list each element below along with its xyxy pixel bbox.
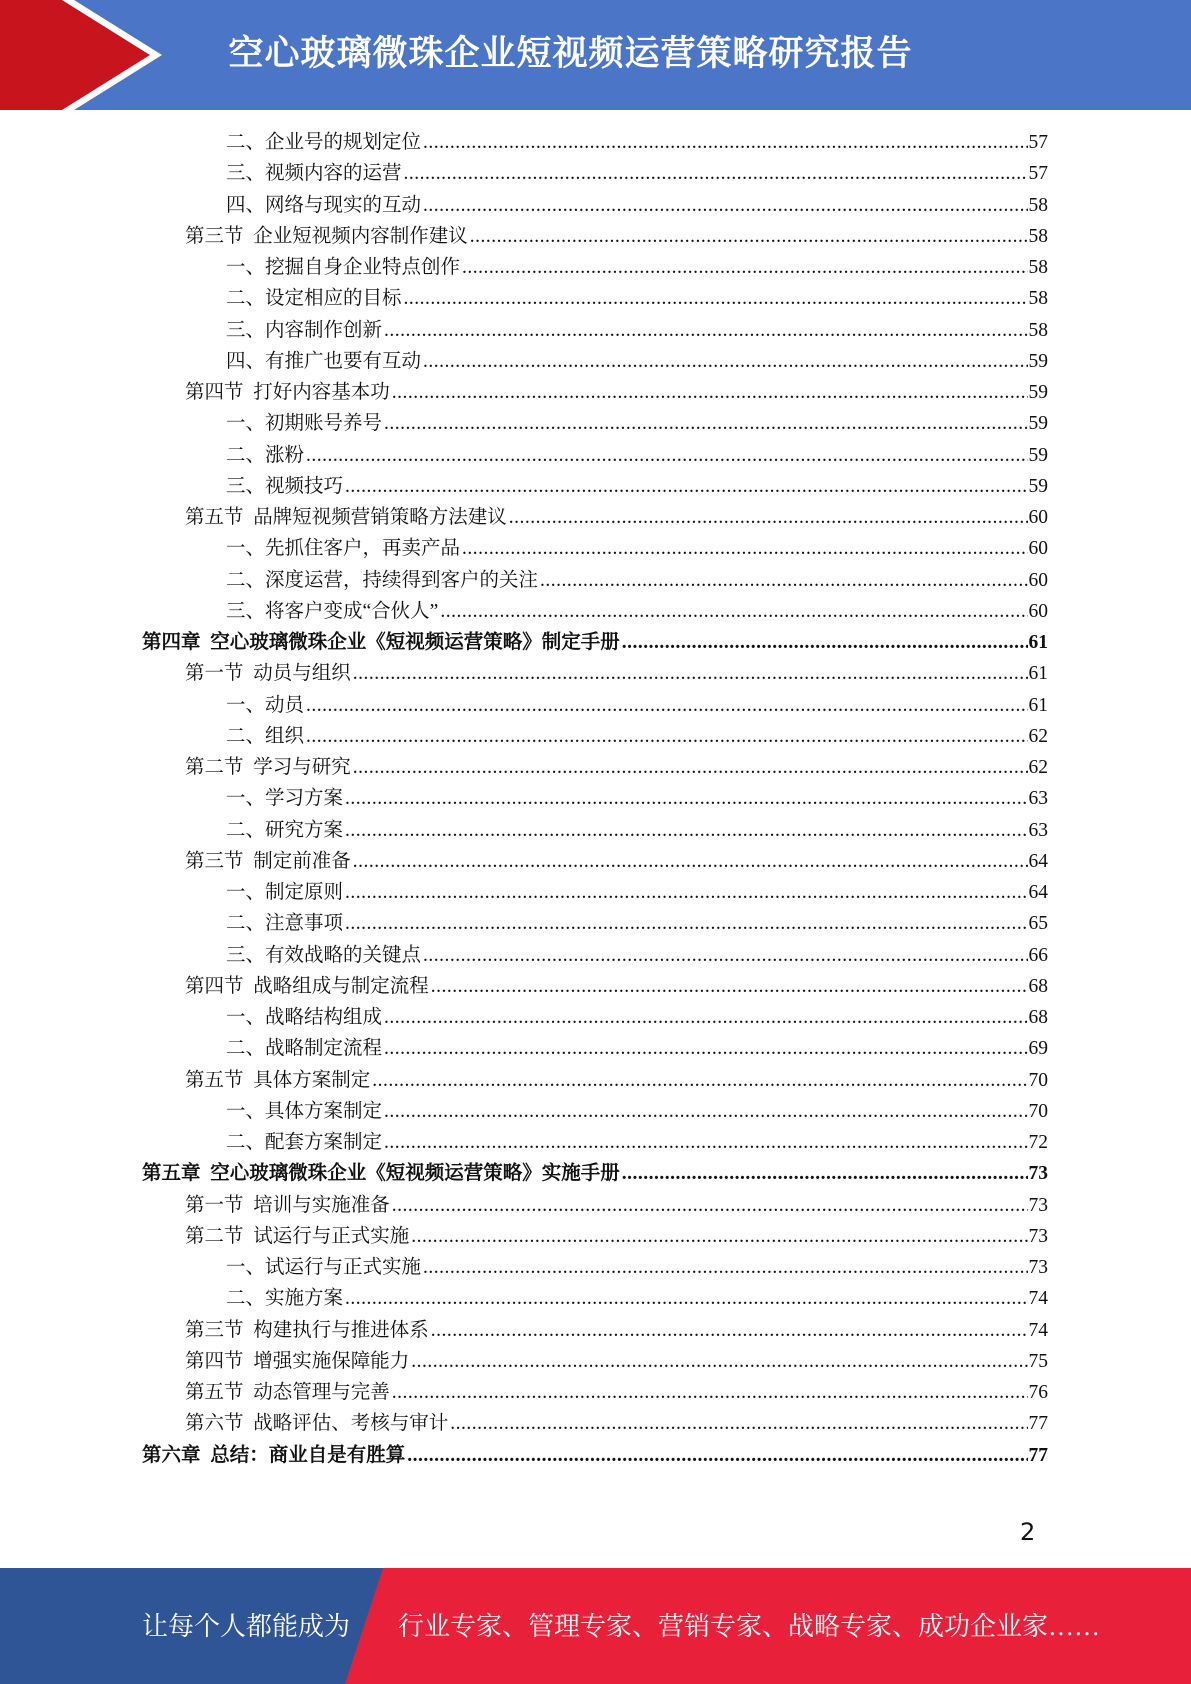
footer-slogan-right: 行业专家、管理专家、营销专家、战略专家、成功企业家……: [398, 1612, 1101, 1641]
toc-dot-leader: [509, 502, 1028, 533]
toc-entry-title: 第一节 动员与组织: [185, 663, 351, 685]
toc-dot-leader: [345, 1283, 1027, 1314]
toc-entry-section[interactable]: [0, 846, 1048, 877]
toc-entry-item[interactable]: [0, 471, 1048, 502]
toc-entry-page: 76: [1028, 1382, 1048, 1403]
toc-dot-leader: [407, 1440, 1027, 1471]
toc-entry-section[interactable]: [0, 1065, 1048, 1096]
toc-entry-section[interactable]: [0, 752, 1048, 783]
toc-entry-page: 59: [1028, 382, 1048, 403]
toc-entry-title: 二、实施方案: [226, 1288, 344, 1310]
toc-entry-title: 第四章 空心玻璃微珠企业《短视频运营策略》制定手册: [142, 632, 620, 653]
toc-entry-page: 77: [1028, 1444, 1048, 1466]
toc-entry-item[interactable]: [0, 1127, 1048, 1158]
toc-dot-leader: [384, 1096, 1027, 1127]
toc-entry-page: 72: [1028, 1132, 1048, 1153]
toc-dot-leader: [622, 1158, 1028, 1189]
toc-entry-item[interactable]: [0, 783, 1048, 814]
toc-dot-leader: [392, 1377, 1028, 1408]
toc-dot-leader: [423, 1252, 1027, 1283]
document-title: 空心玻璃微珠企业短视频运营策略研究报告: [228, 34, 913, 74]
toc-entry-page: 59: [1028, 350, 1048, 372]
toc-entry-section[interactable]: [0, 658, 1048, 689]
toc-entry-page: 77: [1028, 1413, 1048, 1435]
toc-dot-leader: [384, 1033, 1027, 1064]
toc-entry-title: 三、有效战略的关键点: [226, 944, 422, 966]
toc-dot-leader: [392, 1190, 1028, 1221]
toc-dot-leader: [353, 658, 1028, 689]
toc-entry-title: 一、动员: [226, 694, 305, 716]
toc-entry-title: 一、初期账号养号: [226, 413, 383, 435]
toc-dot-leader: [423, 346, 1027, 377]
toc-dot-leader: [404, 158, 1028, 189]
toc-dot-leader: [462, 252, 1027, 283]
toc-entry-page: 60: [1028, 507, 1048, 528]
toc-entry-item[interactable]: [0, 127, 1048, 158]
toc-entry-page: 58: [1028, 319, 1048, 341]
toc-entry-page: 74: [1028, 1288, 1048, 1310]
toc-entry-title: 一、先抓住客户，再卖产品: [226, 538, 461, 560]
toc-dot-leader: [306, 440, 1027, 471]
toc-entry-chapter[interactable]: [0, 627, 1048, 658]
toc-entry-title: 二、配套方案制定: [226, 1132, 383, 1153]
toc-dot-leader: [431, 971, 1028, 1002]
toc-entry-title: 二、深度运营，持续得到客户的关注: [226, 569, 539, 591]
toc-entry-title: 二、企业号的规划定位: [226, 132, 422, 153]
toc-entry-item[interactable]: [0, 190, 1048, 221]
toc-dot-leader: [306, 721, 1027, 752]
toc-entry-item[interactable]: [0, 1283, 1048, 1314]
toc-dot-leader: [345, 908, 1027, 939]
toc-entry-title: 第三节 构建执行与推进体系: [185, 1319, 429, 1341]
toc-entry-item[interactable]: [0, 408, 1048, 439]
toc-entry-title: 三、将客户变成“合伙人”: [226, 600, 439, 622]
toc-entry-page: 73: [1028, 1194, 1048, 1216]
toc-entry-page: 70: [1028, 1100, 1048, 1122]
toc-entry-section[interactable]: [0, 1408, 1048, 1439]
toc-entry-page: 60: [1028, 569, 1048, 591]
toc-entry-page: 64: [1028, 850, 1048, 872]
toc-entry-title: 第二节 试运行与正式实施: [185, 1225, 410, 1247]
toc-entry-title: 三、内容制作创新: [226, 319, 383, 341]
toc-dot-leader: [450, 1408, 1027, 1439]
toc-entry-page: 73: [1028, 1225, 1048, 1247]
toc-entry-page: 57: [1028, 132, 1048, 153]
toc-entry-section[interactable]: [0, 1221, 1048, 1252]
toc-entry-page: 59: [1028, 413, 1048, 435]
toc-entry-page: 59: [1028, 475, 1048, 497]
toc-dot-leader: [540, 565, 1027, 596]
toc-entry-item[interactable]: [0, 1002, 1048, 1033]
toc-dot-leader: [411, 1346, 1027, 1377]
toc-entry-section[interactable]: [0, 971, 1048, 1002]
toc-dot-leader: [411, 1221, 1027, 1252]
toc-dot-leader: [345, 815, 1027, 846]
toc-entry-page: 57: [1028, 163, 1048, 185]
page-number: 2: [1020, 1518, 1036, 1546]
toc-entry-item[interactable]: [0, 690, 1048, 721]
toc-entry-item[interactable]: [0, 440, 1048, 471]
toc-entry-title: 第六章 总结：商业自是有胜算: [142, 1444, 406, 1466]
toc-entry-item[interactable]: [0, 1096, 1048, 1127]
toc-entry-page: 74: [1028, 1319, 1048, 1341]
toc-entry-title: 二、注意事项: [226, 913, 344, 935]
toc-entry-chapter[interactable]: [0, 1158, 1048, 1189]
toc-entry-page: 68: [1028, 975, 1048, 997]
toc-dot-leader: [462, 533, 1027, 564]
toc-entry-section[interactable]: [0, 1377, 1048, 1408]
toc-entry-title: 第六节 战略评估、考核与审计: [185, 1413, 449, 1435]
toc-entry-item[interactable]: [0, 815, 1048, 846]
toc-dot-leader: [431, 1315, 1028, 1346]
toc-entry-page: 63: [1028, 819, 1048, 841]
toc-dot-leader: [423, 190, 1027, 221]
toc-dot-leader: [384, 1127, 1027, 1158]
toc-entry-title: 四、网络与现实的互动: [226, 194, 422, 216]
toc-entry-title: 三、视频内容的运营: [226, 163, 402, 185]
toc-entry-chapter[interactable]: [0, 1440, 1048, 1471]
toc-entry-section[interactable]: [0, 1315, 1048, 1346]
toc-entry-title: 第五节 动态管理与完善: [185, 1382, 390, 1403]
toc-entry-item[interactable]: [0, 346, 1048, 377]
toc-dot-leader: [404, 283, 1028, 314]
toc-entry-page: 61: [1028, 632, 1048, 653]
toc-dot-leader: [384, 1002, 1027, 1033]
toc-entry-item[interactable]: [0, 877, 1048, 908]
toc-entry-section[interactable]: [0, 1190, 1048, 1221]
toc-entry-page: 69: [1028, 1038, 1048, 1060]
toc-dot-leader: [353, 846, 1028, 877]
toc-dot-leader: [372, 1065, 1027, 1096]
toc-entry-section[interactable]: [0, 377, 1048, 408]
toc-entry-item[interactable]: [0, 315, 1048, 346]
toc-entry-item[interactable]: [0, 158, 1048, 189]
toc-entry-title: 第一节 培训与实施准备: [185, 1194, 390, 1216]
toc-entry-page: 64: [1028, 882, 1048, 903]
toc-entry-section[interactable]: [0, 221, 1048, 252]
toc-entry-title: 一、战略结构组成: [226, 1007, 383, 1028]
toc-entry-page: 62: [1028, 725, 1048, 747]
toc-entry-page: 60: [1028, 538, 1048, 560]
toc-entry-title: 第三节 企业短视频内容制作建议: [185, 225, 468, 247]
toc-dot-leader: [306, 690, 1027, 721]
toc-entry-item[interactable]: [0, 533, 1048, 564]
toc-entry-title: 二、战略制定流程: [226, 1038, 383, 1060]
toc-entry-page: 60: [1028, 600, 1048, 622]
footer-banner: [0, 1568, 1191, 1684]
toc-entry-title: 一、具体方案制定: [226, 1100, 383, 1122]
toc-entry-page: 58: [1028, 225, 1048, 247]
toc-entry-section[interactable]: [0, 502, 1048, 533]
toc-entry-page: 58: [1028, 288, 1048, 310]
toc-entry-title: 二、涨粉: [226, 444, 305, 466]
toc-dot-leader: [423, 940, 1027, 971]
toc-entry-item[interactable]: [0, 283, 1048, 314]
toc-entry-title: 第五节 具体方案制定: [185, 1069, 371, 1091]
toc-dot-leader: [384, 408, 1027, 439]
toc-entry-title: 三、视频技巧: [226, 475, 344, 497]
toc-entry-page: 70: [1028, 1069, 1048, 1091]
toc-entry-title: 第二节 学习与研究: [185, 757, 351, 778]
toc-entry-item[interactable]: [0, 908, 1048, 939]
toc-entry-page: 68: [1028, 1007, 1048, 1028]
toc-entry-title: 第五章 空心玻璃微珠企业《短视频运营策略》实施手册: [142, 1163, 620, 1185]
header-banner: [0, 0, 1191, 110]
toc-entry-title: 一、制定原则: [226, 882, 344, 903]
toc-dot-leader: [622, 627, 1028, 658]
toc-dot-leader: [353, 752, 1028, 783]
toc-entry-page: 58: [1028, 257, 1048, 278]
footer-slogan-left: 让每个人都能成为: [142, 1612, 351, 1641]
toc-entry-item[interactable]: [0, 596, 1048, 627]
toc-entry-title: 二、设定相应的目标: [226, 288, 402, 310]
toc-entry-page: 59: [1028, 444, 1048, 466]
toc-entry-page: 65: [1028, 913, 1048, 935]
table-of-contents: [0, 127, 1191, 1471]
toc-dot-leader: [384, 315, 1027, 346]
toc-entry-title: 四、有推广也要有互动: [226, 350, 422, 372]
toc-entry-title: 二、组织: [226, 725, 305, 747]
toc-dot-leader: [345, 877, 1027, 908]
toc-dot-leader: [345, 471, 1027, 502]
toc-entry-title: 二、研究方案: [226, 819, 344, 841]
toc-entry-title: 第五节 品牌短视频营销策略方法建议: [185, 507, 507, 528]
toc-entry-page: 73: [1028, 1163, 1048, 1185]
toc-dot-leader: [440, 596, 1027, 627]
toc-entry-title: 第四节 打好内容基本功: [185, 382, 390, 403]
toc-entry-item[interactable]: [0, 1252, 1048, 1283]
toc-entry-page: 73: [1028, 1257, 1048, 1278]
toc-entry-page: 61: [1028, 694, 1048, 716]
toc-entry-title: 第四节 增强实施保障能力: [185, 1350, 410, 1372]
toc-entry-page: 58: [1028, 194, 1048, 216]
toc-entry-page: 66: [1028, 944, 1048, 966]
toc-entry-item[interactable]: [0, 940, 1048, 971]
toc-entry-section[interactable]: [0, 1346, 1048, 1377]
toc-entry-title: 一、学习方案: [226, 788, 344, 810]
toc-entry-item[interactable]: [0, 252, 1048, 283]
toc-entry-page: 62: [1028, 757, 1048, 778]
toc-dot-leader: [345, 783, 1027, 814]
toc-entry-title: 第三节 制定前准备: [185, 850, 351, 872]
toc-dot-leader: [470, 221, 1028, 252]
toc-entry-page: 63: [1028, 788, 1048, 810]
toc-entry-item[interactable]: [0, 565, 1048, 596]
toc-entry-item[interactable]: [0, 721, 1048, 752]
toc-dot-leader: [423, 127, 1027, 158]
toc-entry-page: 61: [1028, 663, 1048, 685]
toc-entry-item[interactable]: [0, 1033, 1048, 1064]
toc-entry-title: 一、挖掘自身企业特点创作: [226, 257, 461, 278]
toc-entry-title: 一、试运行与正式实施: [226, 1257, 422, 1278]
toc-entry-page: 75: [1028, 1350, 1048, 1372]
toc-dot-leader: [392, 377, 1028, 408]
toc-entry-title: 第四节 战略组成与制定流程: [185, 975, 429, 997]
